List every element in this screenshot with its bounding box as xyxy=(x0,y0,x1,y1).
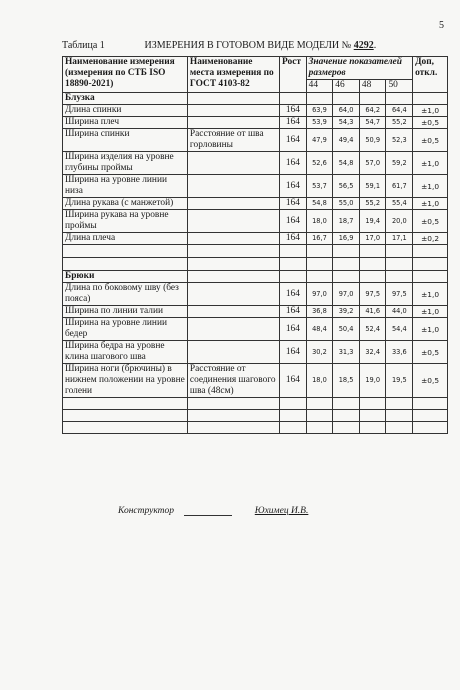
size-value: 49,4 xyxy=(333,129,360,152)
header-sizes: Значение показателей размеров xyxy=(306,57,412,80)
growth-value: 164 xyxy=(280,198,307,210)
measurement-location xyxy=(187,175,279,198)
header-tolerance: Доп, откл. xyxy=(413,57,448,93)
tolerance-value: ±1,0 xyxy=(413,152,448,175)
table-row xyxy=(63,364,448,398)
empty-cell xyxy=(333,93,360,105)
growth-value: 164 xyxy=(280,129,307,152)
growth-value: 164 xyxy=(280,306,307,318)
size-value: 59,1 xyxy=(359,175,386,198)
tolerance-value: ±1,0 xyxy=(413,105,448,117)
tolerance-value: ±1,0 xyxy=(413,175,448,198)
empty-cell xyxy=(413,398,448,410)
title-end: . xyxy=(373,40,377,51)
tolerance-value: ±0,2 xyxy=(413,233,448,245)
table-row xyxy=(63,210,448,233)
measurements-table xyxy=(62,56,448,434)
table-row xyxy=(63,198,448,210)
measurement-name: Ширина плеч xyxy=(63,117,188,129)
measurement-location xyxy=(187,210,279,233)
empty-cell xyxy=(333,258,360,271)
tolerance-value: ±0,5 xyxy=(413,129,448,152)
section-title: Блузка xyxy=(63,93,188,105)
empty-cell xyxy=(386,271,413,283)
tolerance-value: ±0,5 xyxy=(413,210,448,233)
empty-cell xyxy=(187,258,279,271)
empty-cell xyxy=(306,410,333,422)
size-value: 54,8 xyxy=(306,198,333,210)
measurement-name: Ширина ноги (брючины) в нижнем положении на уровне голени xyxy=(63,364,188,398)
measurement-name: Ширина на уровне линии низа xyxy=(63,175,188,198)
empty-cell xyxy=(386,410,413,422)
growth-value: 164 xyxy=(280,105,307,117)
size-value: 52,6 xyxy=(306,152,333,175)
growth-value: 164 xyxy=(280,233,307,245)
empty-cell xyxy=(63,422,188,434)
empty-cell xyxy=(386,245,413,258)
growth-value: 164 xyxy=(280,152,307,175)
empty-cell xyxy=(359,422,386,434)
empty-cell xyxy=(306,271,333,283)
empty-cell xyxy=(359,271,386,283)
empty-cell xyxy=(413,410,448,422)
empty-cell xyxy=(333,410,360,422)
size-value: 53,9 xyxy=(306,117,333,129)
measurement-location xyxy=(187,198,279,210)
page-number: 5 xyxy=(439,20,444,31)
empty-cell xyxy=(63,398,188,410)
empty-cell xyxy=(386,258,413,271)
table-title: ИЗМЕРЕНИЯ В ГОТОВОМ ВИДЕ МОДЕЛИ № xyxy=(144,40,352,51)
empty-cell xyxy=(280,422,307,434)
size-header: 50 xyxy=(386,80,413,93)
empty-cell xyxy=(280,271,307,283)
empty-cell xyxy=(63,258,188,271)
measurement-name: Ширина спинки xyxy=(63,129,188,152)
measurement-name: Длина рукава (с манжетой) xyxy=(63,198,188,210)
empty-cell xyxy=(413,258,448,271)
size-value: 19,4 xyxy=(359,210,386,233)
header-growth: Рост xyxy=(280,57,307,93)
size-value: 97,5 xyxy=(386,283,413,306)
size-value: 47,9 xyxy=(306,129,333,152)
table-row xyxy=(63,117,448,129)
tolerance-value: ±1,0 xyxy=(413,198,448,210)
size-value: 20,0 xyxy=(386,210,413,233)
empty-cell xyxy=(187,398,279,410)
tolerance-value: ±0,5 xyxy=(413,364,448,398)
table-row xyxy=(63,233,448,245)
size-value: 18,7 xyxy=(333,210,360,233)
size-value: 52,4 xyxy=(359,318,386,341)
measurement-location xyxy=(187,318,279,341)
measurement-location xyxy=(187,233,279,245)
size-value: 18,0 xyxy=(306,364,333,398)
size-value: 59,2 xyxy=(386,152,413,175)
growth-value: 164 xyxy=(280,341,307,364)
measurement-location xyxy=(187,117,279,129)
table-row xyxy=(63,318,448,341)
table-row xyxy=(63,152,448,175)
size-value: 53,7 xyxy=(306,175,333,198)
size-value: 50,9 xyxy=(359,129,386,152)
tolerance-value: ±1,0 xyxy=(413,283,448,306)
size-value: 32,4 xyxy=(359,341,386,364)
empty-cell xyxy=(187,93,279,105)
section-title: Брюки xyxy=(63,271,188,283)
size-value: 16,7 xyxy=(306,233,333,245)
empty-cell xyxy=(359,410,386,422)
empty-cell xyxy=(413,93,448,105)
measurement-location xyxy=(187,306,279,318)
empty-cell xyxy=(306,245,333,258)
size-value: 33,6 xyxy=(386,341,413,364)
empty-cell xyxy=(280,258,307,271)
size-value: 17,0 xyxy=(359,233,386,245)
measurement-location xyxy=(187,105,279,117)
size-value: 30,2 xyxy=(306,341,333,364)
size-header: 44 xyxy=(306,80,333,93)
empty-cell xyxy=(333,422,360,434)
size-value: 50,4 xyxy=(333,318,360,341)
size-value: 31,3 xyxy=(333,341,360,364)
size-value: 54,7 xyxy=(359,117,386,129)
table-body xyxy=(63,93,448,434)
measurement-location xyxy=(187,283,279,306)
size-header: 46 xyxy=(333,80,360,93)
size-value: 41,6 xyxy=(359,306,386,318)
size-value: 19,0 xyxy=(359,364,386,398)
size-value: 19,5 xyxy=(386,364,413,398)
empty-cell xyxy=(413,271,448,283)
section-row xyxy=(63,93,448,105)
size-value: 57,0 xyxy=(359,152,386,175)
table-row xyxy=(63,306,448,318)
measurement-name: Ширина изделия на уровне глубины проймы xyxy=(63,152,188,175)
section-row xyxy=(63,271,448,283)
measurement-name: Ширина на уровне линии бедер xyxy=(63,318,188,341)
empty-cell xyxy=(306,398,333,410)
measurement-location: Расстояние от соединения шагового шва (48см) xyxy=(187,364,279,398)
table-row xyxy=(63,283,448,306)
empty-cell xyxy=(359,245,386,258)
tolerance-value: ±0,5 xyxy=(413,117,448,129)
empty-cell xyxy=(187,245,279,258)
tolerance-value: ±1,0 xyxy=(413,306,448,318)
empty-cell xyxy=(280,410,307,422)
empty-cell xyxy=(187,422,279,434)
size-value: 63,9 xyxy=(306,105,333,117)
growth-value: 164 xyxy=(280,210,307,233)
table-row xyxy=(63,129,448,152)
growth-value: 164 xyxy=(280,283,307,306)
empty-cell xyxy=(187,410,279,422)
signature-name: Юхимец И.В. xyxy=(254,506,309,516)
header-measurement-name: Наименование измерения (измерения по СТБ ISO 18890-2021) xyxy=(63,57,188,93)
size-value: 48,4 xyxy=(306,318,333,341)
measurement-location xyxy=(187,341,279,364)
empty-cell xyxy=(333,271,360,283)
measurement-name: Ширина по линии талии xyxy=(63,306,188,318)
model-number: 4292 xyxy=(353,40,374,51)
empty-cell xyxy=(386,422,413,434)
empty-cell xyxy=(63,410,188,422)
size-value: 18,5 xyxy=(333,364,360,398)
size-value: 64,2 xyxy=(359,105,386,117)
empty-cell xyxy=(63,245,188,258)
size-value: 36,8 xyxy=(306,306,333,318)
signature-role: Конструктор xyxy=(118,506,175,516)
measurement-name: Ширина бедра на уровне клина шагового шва xyxy=(63,341,188,364)
measurement-name: Ширина рукава на уровне проймы xyxy=(63,210,188,233)
empty-cell xyxy=(306,93,333,105)
empty-cell xyxy=(359,398,386,410)
measurement-location xyxy=(187,152,279,175)
size-value: 54,4 xyxy=(386,318,413,341)
size-value: 18,0 xyxy=(306,210,333,233)
size-value: 61,7 xyxy=(386,175,413,198)
empty-cell xyxy=(359,258,386,271)
size-value: 97,5 xyxy=(359,283,386,306)
size-value: 64,4 xyxy=(386,105,413,117)
empty-cell xyxy=(386,93,413,105)
size-value: 97,0 xyxy=(306,283,333,306)
empty-row xyxy=(63,422,448,434)
empty-cell xyxy=(280,93,307,105)
table-row xyxy=(63,341,448,364)
empty-cell xyxy=(359,93,386,105)
size-value: 44,0 xyxy=(386,306,413,318)
empty-cell xyxy=(306,258,333,271)
empty-row xyxy=(63,245,448,258)
empty-cell xyxy=(280,245,307,258)
tolerance-value: ±0,5 xyxy=(413,341,448,364)
size-value: 39,2 xyxy=(333,306,360,318)
size-value: 55,2 xyxy=(359,198,386,210)
size-value: 56,5 xyxy=(333,175,360,198)
header-location-name: Наименование места измерения по ГОСТ 4103-82 xyxy=(187,57,279,93)
signature-block xyxy=(118,506,308,516)
empty-cell xyxy=(413,245,448,258)
size-value: 52,3 xyxy=(386,129,413,152)
empty-row xyxy=(63,398,448,410)
size-value: 55,4 xyxy=(386,198,413,210)
size-value: 54,3 xyxy=(333,117,360,129)
empty-cell xyxy=(333,398,360,410)
empty-cell xyxy=(187,271,279,283)
size-value: 16,9 xyxy=(333,233,360,245)
size-value: 97,0 xyxy=(333,283,360,306)
document-header xyxy=(62,40,376,51)
table-label: Таблица 1 xyxy=(62,40,105,51)
size-value: 55,2 xyxy=(386,117,413,129)
size-value: 54,8 xyxy=(333,152,360,175)
growth-value: 164 xyxy=(280,318,307,341)
growth-value: 164 xyxy=(280,117,307,129)
size-value: 55,0 xyxy=(333,198,360,210)
empty-cell xyxy=(413,422,448,434)
growth-value: 164 xyxy=(280,175,307,198)
empty-cell xyxy=(333,245,360,258)
table-row xyxy=(63,105,448,117)
empty-cell xyxy=(386,398,413,410)
empty-row xyxy=(63,258,448,271)
measurement-name: Длина плеча xyxy=(63,233,188,245)
growth-value: 164 xyxy=(280,364,307,398)
size-header: 48 xyxy=(359,80,386,93)
measurement-name: Длина по боковому шву (без пояса) xyxy=(63,283,188,306)
size-value: 17,1 xyxy=(386,233,413,245)
size-value: 64,0 xyxy=(333,105,360,117)
tolerance-value: ±1,0 xyxy=(413,318,448,341)
empty-row xyxy=(63,410,448,422)
table-row xyxy=(63,175,448,198)
measurement-name: Длина спинки xyxy=(63,105,188,117)
measurement-location: Расстояние от шва горловины xyxy=(187,129,279,152)
empty-cell xyxy=(306,422,333,434)
empty-cell xyxy=(280,398,307,410)
signature-line xyxy=(184,515,232,516)
